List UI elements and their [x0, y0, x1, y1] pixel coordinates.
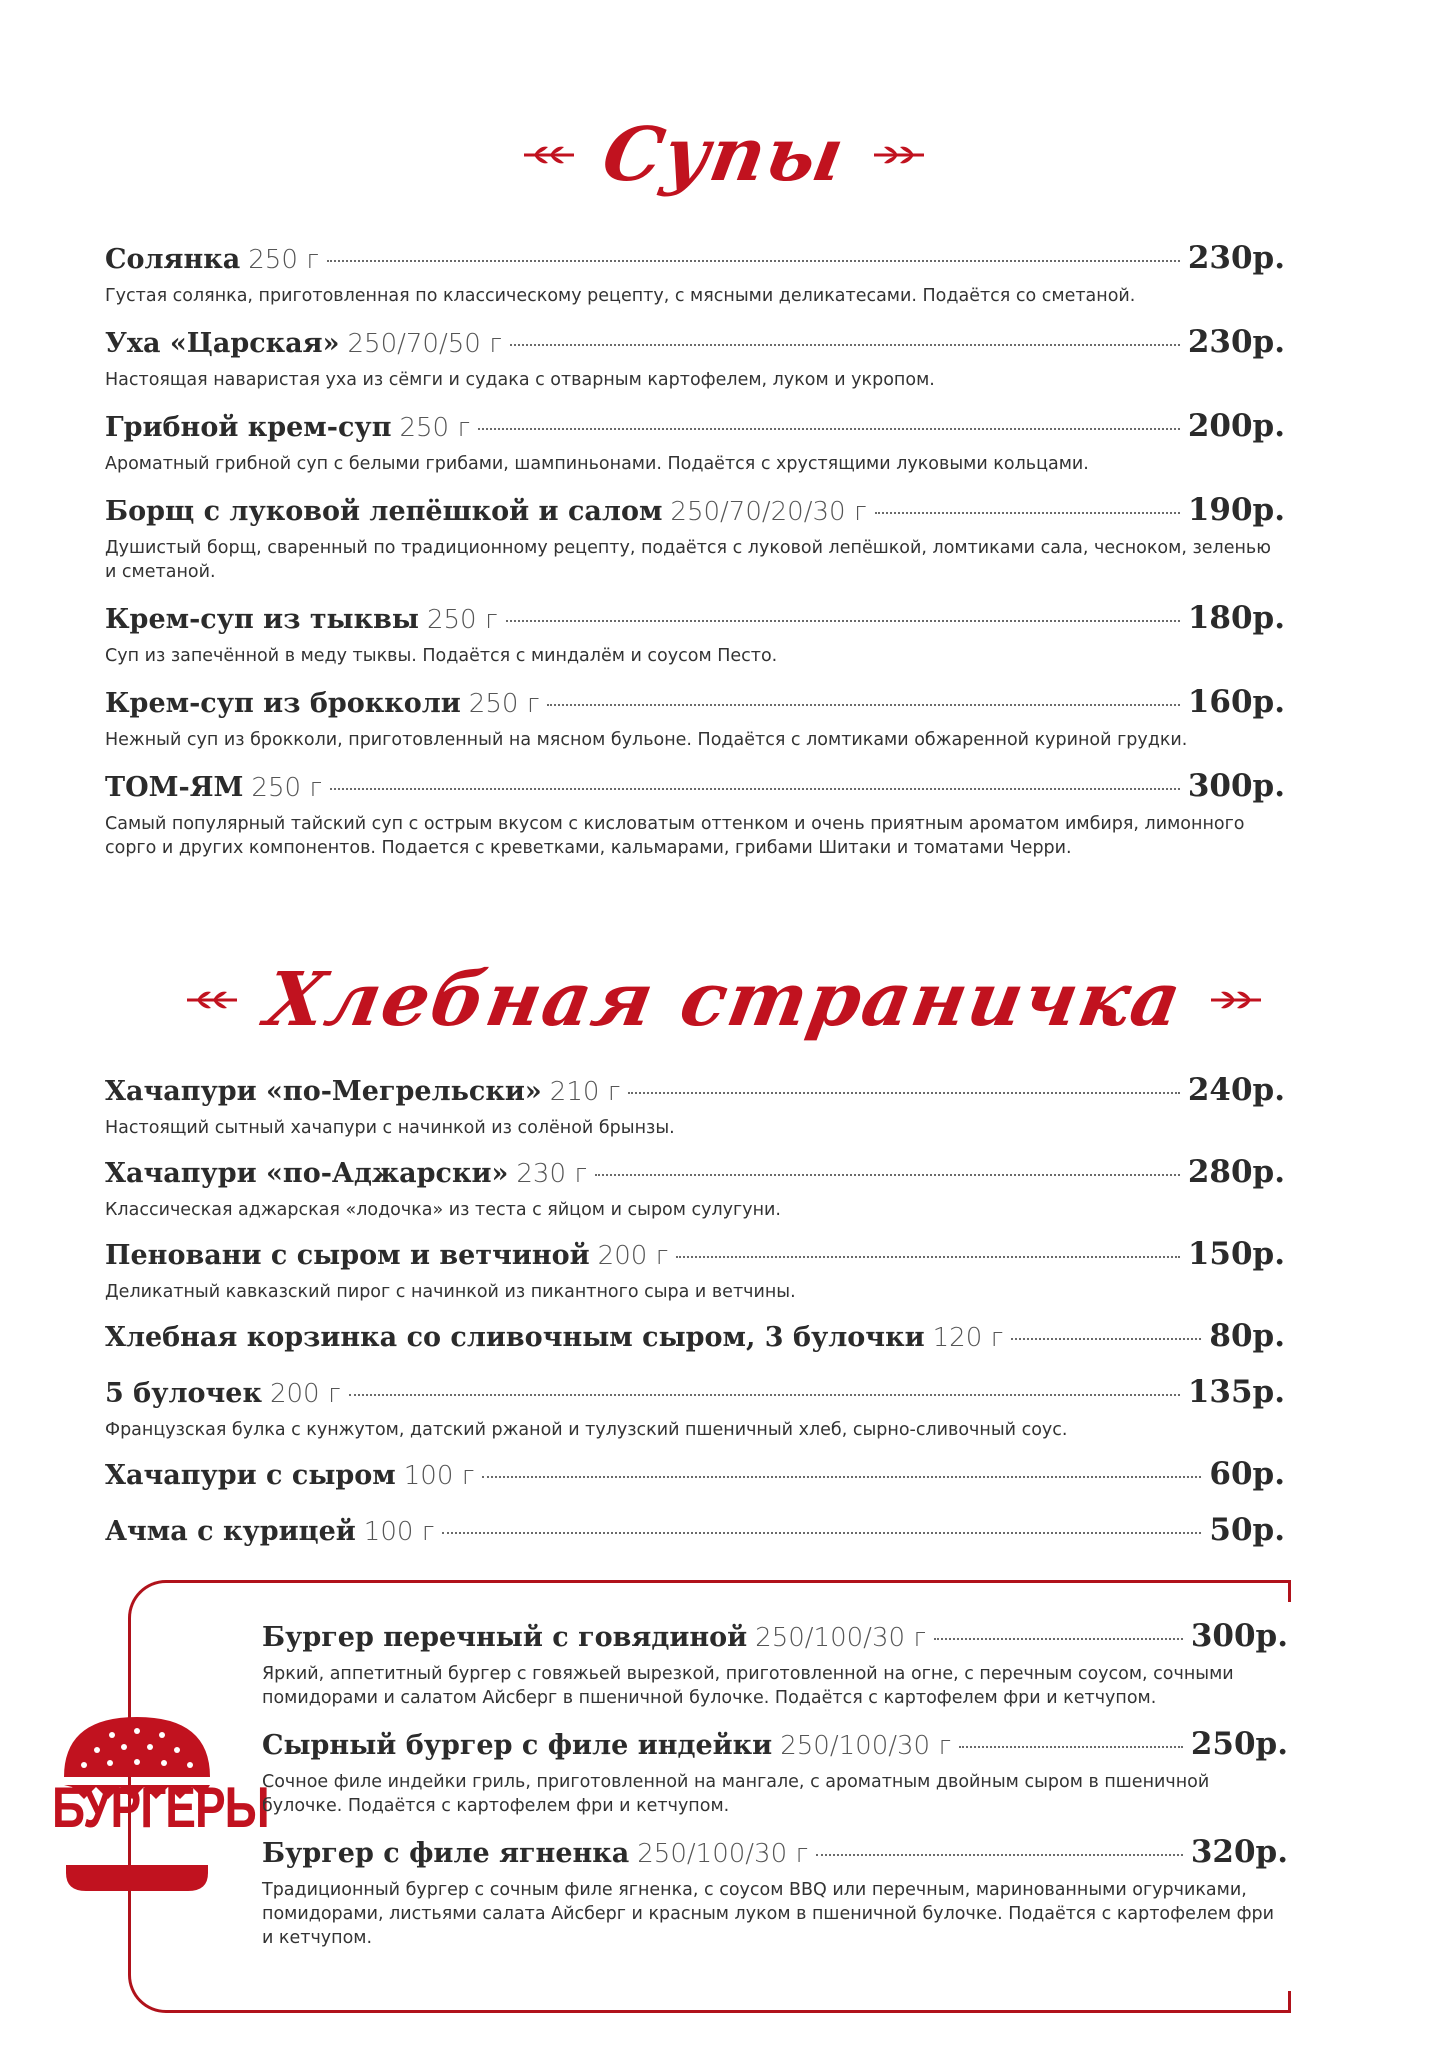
menu-item-weight: 200 г — [269, 1379, 341, 1409]
menu-item-description: Настоящий сытный хачапури с начинкой из солёной брынзы. — [105, 1118, 675, 1138]
menu-item — [105, 492, 1285, 584]
menu-item-description: Самый популярный тайский суп с острым вкусом с кисловатым оттенком и очень приятным ароматом имбиря, лимонного сорго и других компонентов. Подается с креветками, кальмарами, грибами Шитаки и томатами Черри. — [105, 814, 1245, 858]
menu-item-name: 5 булочек — [105, 1378, 262, 1409]
dotted-leader — [1011, 1338, 1201, 1340]
menu-item-name: Хачапури «по-Аджарски» — [105, 1158, 509, 1189]
menu-item-header — [105, 1236, 1285, 1278]
menu-item-price: 160р. — [1187, 684, 1285, 720]
menu-item-weight: 250 г — [251, 773, 323, 803]
menu-item — [105, 1456, 1285, 1498]
menu-item-price: 300р. — [1187, 768, 1285, 804]
dotted-leader — [628, 1092, 1179, 1094]
menu-item-header — [105, 492, 1285, 534]
dotted-leader — [934, 1638, 1183, 1640]
soups-list — [105, 240, 1285, 876]
menu-item — [262, 1726, 1288, 1818]
menu-item-name: Грибной крем-суп — [105, 412, 392, 443]
menu-item-description: Густая солянка, приготовленная по классическому рецепту, с мясными деликатесами. Подаётся со сметаной. — [105, 286, 1136, 306]
menu-item — [105, 1154, 1285, 1222]
menu-item-weight: 250/70/50 г — [347, 329, 502, 359]
dotted-leader — [875, 512, 1180, 514]
menu-item-name: Хлебная корзинка со сливочным сыром, 3 булочки — [105, 1322, 925, 1353]
menu-item — [105, 1072, 1285, 1140]
menu-item-price: 50р. — [1209, 1512, 1285, 1548]
burgers-title: БУРГЕРЫ — [52, 1774, 269, 1840]
menu-item-weight: 200 г — [597, 1241, 669, 1271]
menu-item-weight: 250 г — [248, 245, 319, 275]
menu-item-price: 300р. — [1190, 1618, 1288, 1654]
menu-item-weight: 210 г — [549, 1077, 621, 1107]
menu-item-header — [105, 1374, 1285, 1416]
menu-item-name: Хачапури «по-Мегрельски» — [105, 1076, 542, 1107]
menu-item-price: 230р. — [1187, 324, 1285, 360]
menu-item-header — [262, 1618, 1288, 1660]
menu-item-name: Солянка — [105, 244, 241, 275]
menu-item-header — [262, 1834, 1288, 1876]
dotted-leader — [442, 1532, 1201, 1534]
menu-item — [105, 1512, 1285, 1554]
menu-item-price: 190р. — [1187, 492, 1285, 528]
menu-item — [105, 1318, 1285, 1360]
menu-item-name: Ачма с курицей — [105, 1516, 356, 1547]
menu-item-price: 280р. — [1187, 1154, 1285, 1190]
menu-item-name: Крем-суп из брокколи — [105, 688, 461, 719]
menu-item-name: Борщ с луковой лепёшкой и салом — [105, 496, 663, 527]
menu-item-description: Нежный суп из брокколи, приготовленный на мясном бульоне. Подаётся с ломтиками обжаренной куриной грудки. — [105, 730, 1188, 750]
breads-list — [105, 1072, 1285, 1568]
dotted-leader — [547, 704, 1179, 706]
menu-item-price: 60р. — [1209, 1456, 1285, 1492]
menu-item-price: 200р. — [1187, 408, 1285, 444]
menu-item-name: ТОМ-ЯМ — [105, 772, 244, 803]
dotted-leader — [478, 428, 1180, 430]
dotted-leader — [330, 788, 1180, 790]
dotted-leader — [510, 344, 1180, 346]
menu-item-description: Настоящая наваристая уха из сёмги и судака с отварным картофелем, луком и укропом. — [105, 370, 935, 390]
menu-item-price: 240р. — [1187, 1072, 1285, 1108]
menu-item-price: 135р. — [1187, 1374, 1285, 1410]
menu-item-price: 80р. — [1209, 1318, 1285, 1354]
menu-item — [105, 1236, 1285, 1304]
menu-item-name: Уха «Царская» — [105, 328, 340, 359]
menu-item — [105, 684, 1285, 752]
right-sprig-icon — [1207, 987, 1265, 1013]
dotted-leader — [327, 260, 1180, 262]
menu-item-name: Хачапури с сыром — [105, 1460, 396, 1491]
menu-item-weight: 100 г — [363, 1517, 435, 1547]
menu-item-header — [105, 1072, 1285, 1114]
breads-heading — [0, 940, 1448, 1060]
menu-item-header — [262, 1726, 1288, 1768]
menu-item-header — [105, 768, 1285, 810]
menu-item-header — [105, 1318, 1285, 1360]
menu-item-header — [105, 1154, 1285, 1196]
menu-item-weight: 250/100/30 г — [637, 1839, 809, 1869]
menu-item-header — [105, 684, 1285, 726]
menu-item-name: Бургер с филе ягненка — [262, 1838, 630, 1869]
menu-item — [105, 240, 1285, 308]
menu-item-description: Ароматный грибной суп с белыми грибами, шампиньонами. Подаётся с хрустящими луковыми кольцами. — [105, 454, 1089, 474]
left-sprig-icon — [183, 987, 241, 1013]
menu-item-price: 320р. — [1190, 1834, 1288, 1870]
menu-item — [262, 1618, 1288, 1710]
dotted-leader — [506, 620, 1180, 622]
breads-title: Хлебная страничка — [259, 957, 1189, 1043]
menu-item-weight: 250 г — [399, 413, 471, 443]
menu-item-description: Французская булка с кунжутом, датский ржаной и тулузский пшеничный хлеб, сырно-сливочный соус. — [105, 1420, 1068, 1440]
menu-item-weight: 250/70/20/30 г — [670, 497, 867, 527]
menu-item-header — [105, 1512, 1285, 1554]
dotted-leader — [482, 1476, 1201, 1478]
menu-item-name: Бургер перечный с говядиной — [262, 1622, 748, 1653]
right-sprig-icon — [870, 142, 928, 168]
menu-item-weight: 230 г — [516, 1159, 588, 1189]
dotted-leader — [959, 1746, 1183, 1748]
menu-item-price: 150р. — [1187, 1236, 1285, 1272]
menu-item — [105, 600, 1285, 668]
menu-item-description: Душистый борщ, сваренный по традиционному рецепту, подаётся с луковой лепёшкой, ломтиками сала, чесноком, зеленью и сметаной. — [105, 538, 1271, 582]
dotted-leader — [349, 1394, 1180, 1396]
menu-item-name: Сырный бургер с филе индейки — [262, 1730, 773, 1761]
menu-item-price: 180р. — [1187, 600, 1285, 636]
menu-item-weight: 250/100/30 г — [755, 1623, 927, 1653]
soups-heading — [0, 95, 1448, 215]
menu-item-header — [105, 324, 1285, 366]
menu-item-description: Сочное филе индейки гриль, приготовленной на мангале, с ароматным двойным сыром в пшеничной булочке. Подаётся с картофелем фри и кетчупом. — [262, 1772, 1210, 1816]
menu-item — [105, 324, 1285, 392]
menu-item-weight: 100 г — [403, 1461, 475, 1491]
dotted-leader — [676, 1256, 1179, 1258]
menu-item-description: Яркий, аппетитный бургер с говяжьей вырезкой, приготовленной на огне, с перечным соусом, сочными помидорами и салатом Айсберг в пшеничной булочке. Подаётся с картофелем фри и кетчупом. — [262, 1664, 1234, 1708]
menu-item-price: 230р. — [1187, 240, 1285, 276]
menu-item-header — [105, 600, 1285, 642]
menu-item-name: Пеновани с сыром и ветчиной — [105, 1240, 590, 1271]
menu-item-header — [105, 408, 1285, 450]
menu-item-weight: 250 г — [426, 605, 498, 635]
menu-item-description: Классическая аджарская «лодочка» из теста с яйцом и сыром сулугуни. — [105, 1200, 781, 1220]
menu-item — [105, 768, 1285, 860]
dotted-leader — [816, 1854, 1183, 1856]
dotted-leader — [595, 1174, 1180, 1176]
menu-item — [262, 1834, 1288, 1950]
menu-item-weight: 250 г — [468, 689, 540, 719]
menu-item — [105, 1374, 1285, 1442]
soups-title: Супы — [596, 112, 852, 198]
menu-item-price: 250р. — [1190, 1726, 1288, 1762]
menu-item — [105, 408, 1285, 476]
menu-item-weight: 120 г — [932, 1323, 1004, 1353]
menu-item-header — [105, 240, 1285, 282]
menu-item-description: Традиционный бургер с сочным филе ягненка, с соусом BBQ или перечным, маринованными огурчиками, помидорами, листьями салата Айсберг и красным луком в пшеничной булочке. Подаётся с картофелем фри и кетчупом. — [262, 1880, 1275, 1948]
menu-item-header — [105, 1456, 1285, 1498]
menu-item-name: Крем-суп из тыквы — [105, 604, 419, 635]
menu-item-description: Деликатный кавказский пирог с начинкой из пикантного сыра и ветчины. — [105, 1282, 796, 1302]
burgers-list — [262, 1618, 1288, 1966]
menu-item-description: Суп из запечённой в меду тыквы. Подаётся с миндалём и соусом Песто. — [105, 646, 778, 666]
menu-item-weight: 250/100/30 г — [780, 1731, 952, 1761]
left-sprig-icon — [520, 142, 578, 168]
